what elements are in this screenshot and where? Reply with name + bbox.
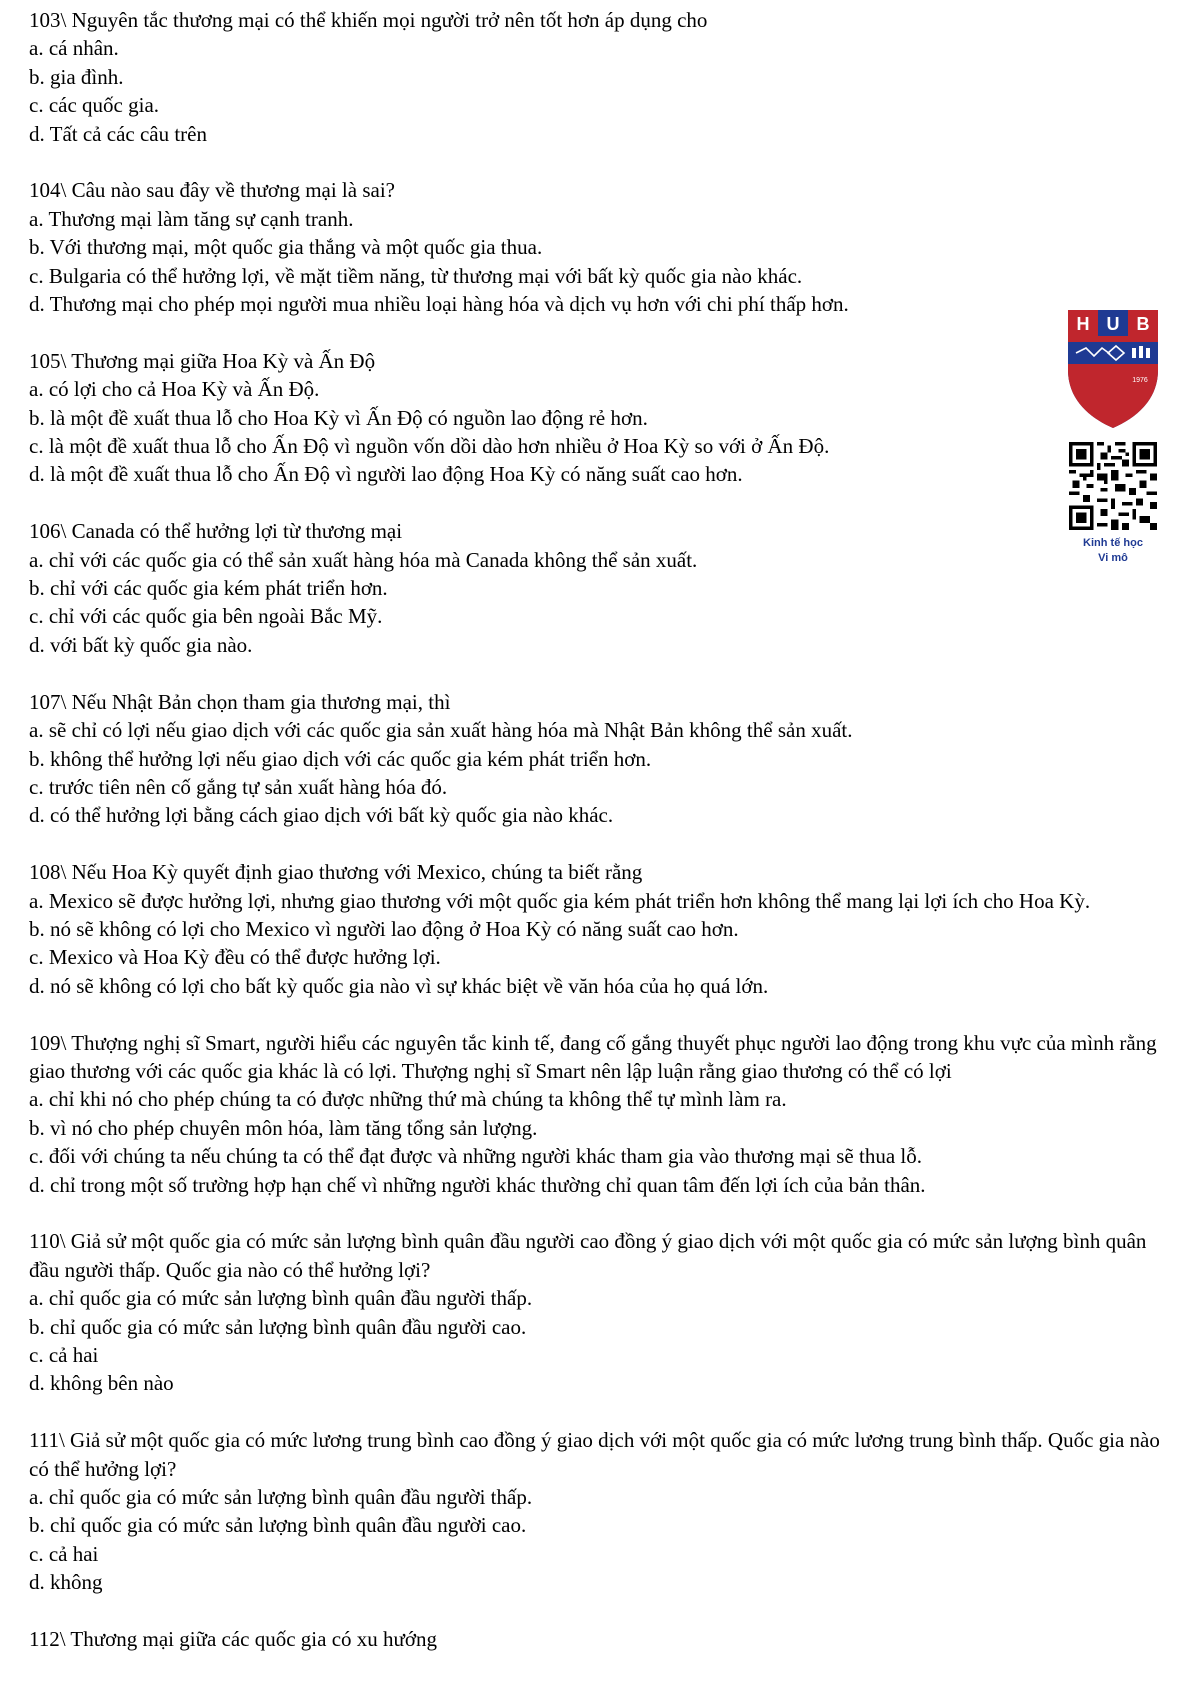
question-stem: 112\ Thương mại giữa các quốc gia có xu hướng: [29, 1627, 438, 1652]
qr-code-icon: [1069, 442, 1157, 530]
answer-option-a: a. Mexico sẽ được hưởng lợi, nhưng giao thương với một quốc gia kém phát triển hơn không thể mang lại lợi ích cho Hoa Kỳ.: [29, 888, 1091, 913]
question-103: [29, 6, 1169, 148]
question-stem: 106\ Canada có thể hưởng lợi từ thương mại: [29, 519, 403, 544]
answer-option-b: b. nó sẽ không có lợi cho Mexico vì người lao động ở Hoa Kỳ có năng suất cao hơn.: [29, 916, 739, 941]
answer-option-b: b. chỉ với các quốc gia kém phát triển hơn.: [29, 576, 388, 601]
answer-option-c: c. các quốc gia.: [29, 93, 160, 118]
answer-option-d: d. chỉ trong một số trường hợp hạn chế vì những người khác thường chỉ quan tâm đến lợi ích của bản thân.: [29, 1172, 926, 1197]
question-stem: 103\ Nguyên tắc thương mại có thể khiến mọi người trở nên tốt hơn áp dụng cho: [29, 8, 708, 32]
answer-option-d: d. không: [29, 1570, 103, 1595]
question-stem: 107\ Nếu Nhật Bản chọn tham gia thương mại, thì: [29, 689, 451, 714]
caption-line-1: Kinh tế học: [1083, 537, 1143, 549]
question-106: [29, 517, 1169, 659]
answer-option-c: c. trước tiên nên cố gắng tự sản xuất hàng hóa đó.: [29, 774, 448, 799]
hub-year: 1976: [1132, 377, 1148, 384]
question-stem: 111\ Giả sử một quốc gia có mức lương trung bình cao đồng ý giao dịch với một quốc gia có mức lương trung bình thấp. Quốc gia nào có thể hưởng lợi?: [29, 1428, 1160, 1481]
hub-shield-logo: [1066, 308, 1160, 430]
question-107: [29, 688, 1169, 830]
question-stem: 105\ Thương mại giữa Hoa Kỳ và Ấn Độ: [29, 348, 376, 373]
answer-option-b: b. gia đình.: [29, 64, 124, 89]
answer-option-a: a. chỉ quốc gia có mức sản lượng bình quân đầu người thấp.: [29, 1485, 533, 1509]
logo-caption: [1058, 536, 1168, 566]
answer-option-b: b. Với thương mại, một quốc gia thắng và một quốc gia thua.: [29, 235, 543, 260]
answer-option-a: a. chỉ với các quốc gia có thể sản xuất hàng hóa mà Canada không thể sản xuất.: [29, 547, 698, 572]
question-105: [29, 347, 1169, 489]
question-stem: 110\ Giả sử một quốc gia có mức sản lượng bình quân đầu người cao đồng ý giao dịch với một quốc gia có mức sản lượng bình quân đầu người thấp. Quốc gia nào có thể hưởng lợi?: [29, 1229, 1147, 1282]
answer-option-b: b. chỉ quốc gia có mức sản lượng bình quân đầu người cao.: [29, 1314, 527, 1339]
answer-option-c: c. Mexico và Hoa Kỳ đều có thể được hưởng lợi.: [29, 945, 441, 970]
answer-option-d: d. là một đề xuất thua lỗ cho Ấn Độ vì người lao động Hoa Kỳ có năng suất cao hơn.: [29, 462, 743, 487]
answer-option-a: a. sẽ chỉ có lợi nếu giao dịch với các quốc gia sản xuất hàng hóa mà Nhật Bản không thể sản xuất.: [29, 718, 853, 743]
answer-option-c: c. chỉ với các quốc gia bên ngoài Bắc Mỹ.: [29, 604, 383, 629]
answer-option-b: b. là một đề xuất thua lỗ cho Hoa Kỳ vì Ấn Độ có nguồn lao động rẻ hơn.: [29, 405, 648, 430]
answer-option-a: a. cá nhân.: [29, 36, 119, 61]
answer-option-d: d. với bất kỳ quốc gia nào.: [29, 632, 253, 657]
answer-option-c: c. đối với chúng ta nếu chúng ta có thể đạt được và những người khác tham gia vào thương mại sẽ thua lỗ.: [29, 1144, 922, 1169]
question-108: [29, 858, 1169, 1000]
document-body: [29, 6, 1169, 1682]
caption-line-2: Vi mô: [1098, 552, 1128, 564]
question-110: [29, 1227, 1169, 1397]
answer-option-b: b. không thể hưởng lợi nếu giao dịch với các quốc gia kém phát triển hơn.: [29, 746, 652, 771]
answer-option-d: d. nó sẽ không có lợi cho bất kỳ quốc gia nào vì sự khác biệt về văn hóa của họ quá lớn.: [29, 973, 769, 998]
hub-letter-b: B: [1136, 314, 1150, 334]
question-111: [29, 1426, 1169, 1596]
answer-option-a: a. Thương mại làm tăng sự cạnh tranh.: [29, 206, 354, 231]
hub-letter-h: H: [1076, 314, 1090, 334]
answer-option-d: d. có thể hưởng lợi bằng cách giao dịch với bất kỳ quốc gia nào khác.: [29, 803, 614, 828]
answer-option-b: b. chỉ quốc gia có mức sản lượng bình quân đầu người cao.: [29, 1513, 527, 1538]
question-104: [29, 176, 1169, 318]
answer-option-d: d. không bên nào: [29, 1371, 174, 1396]
answer-option-c: c. là một đề xuất thua lỗ cho Ấn Độ vì nguồn vốn dồi dào hơn nhiều ở Hoa Kỳ so với ở Ấn Độ.: [29, 434, 830, 459]
answer-option-a: a. có lợi cho cả Hoa Kỳ và Ấn Độ.: [29, 377, 320, 402]
answer-option-a: a. chỉ quốc gia có mức sản lượng bình quân đầu người thấp.: [29, 1286, 533, 1311]
question-stem: 104\ Câu nào sau đây về thương mại là sai?: [29, 178, 395, 203]
answer-option-d: d. Thương mại cho phép mọi người mua nhiều loại hàng hóa và dịch vụ hơn với chi phí thấp hơn.: [29, 292, 849, 317]
answer-option-d: d. Tất cả các câu trên: [29, 121, 207, 146]
answer-option-c: c. cả hai: [29, 1342, 99, 1367]
answer-option-a: a. chỉ khi nó cho phép chúng ta có được những thứ mà chúng ta không thể tự mình làm ra.: [29, 1087, 787, 1112]
answer-option-c: c. Bulgaria có thể hưởng lợi, về mặt tiềm năng, từ thương mại với bất kỳ quốc gia nào khác.: [29, 263, 803, 288]
question-109: [29, 1029, 1169, 1199]
hub-logo-block: [1058, 308, 1168, 580]
answer-option-c: c. cả hai: [29, 1541, 99, 1566]
hub-letter-u: U: [1106, 314, 1120, 334]
question-stem: 109\ Thượng nghị sĩ Smart, người hiểu các nguyên tắc kinh tế, đang cố gắng thuyết phục người lao động trong khu vực của mình rằng giao thương với các quốc gia khác là có lợi. Thượng nghị sĩ Smart nên lập luận rằng giao thương có thể có lợi: [29, 1030, 1157, 1083]
question-112: [29, 1625, 1169, 1653]
question-stem: 108\ Nếu Hoa Kỳ quyết định giao thương với Mexico, chúng ta biết rằng: [29, 860, 643, 885]
answer-option-b: b. vì nó cho phép chuyên môn hóa, làm tăng tổng sản lượng.: [29, 1115, 538, 1140]
